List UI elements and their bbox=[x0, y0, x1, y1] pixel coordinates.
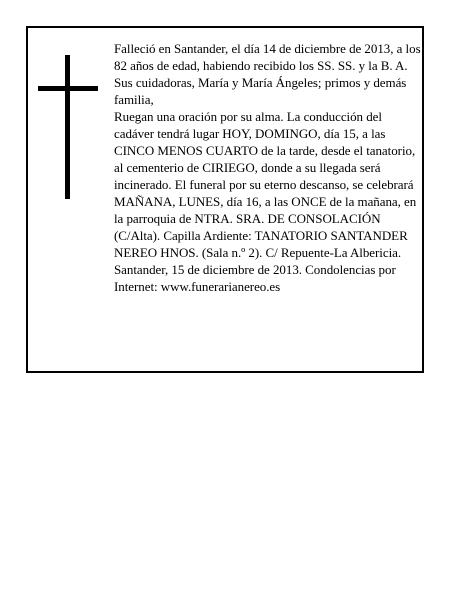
cross-vertical-bar bbox=[65, 55, 70, 199]
funeral-details: Ruegan una oración por su alma. La conducción del cadáver tendrá lugar HOY, DOMINGO, día 15, a las CINCO MENOS CUARTO de la tarde, desde el tanatorio, al cementerio de CIRIEGO, donde a su llegada será incinerado. El funeral por su eterno descanso, se celebrará MAÑANA, LUNES, día 16, a las ONCE de la mañana, en la parroquia de NTRA. SRA. DE CONSOLACIÓN (C/Alta). Capilla Ardiente: TANATORIO SANTANDER NEREO HNOS. (Sala n.º 2). C/ Repuente-La Albericia. bbox=[114, 109, 417, 260]
cross-icon bbox=[38, 55, 98, 199]
obituary-notice bbox=[26, 26, 424, 373]
obituary-text bbox=[114, 40, 424, 295]
death-announcement: Falleció en Santander, el día 14 de diciembre de 2013, a los 82 años de edad, habiendo recibido los SS. SS. y la B. A. bbox=[114, 41, 421, 73]
date-and-condolences: Santander, 15 de diciembre de 2013. Condolencias por Internet: www.funerarianereo.es bbox=[114, 262, 396, 294]
family-mourners: Sus cuidadoras, María y María Ángeles; primos y demás familia, bbox=[114, 75, 407, 107]
cross-horizontal-bar bbox=[38, 86, 98, 91]
